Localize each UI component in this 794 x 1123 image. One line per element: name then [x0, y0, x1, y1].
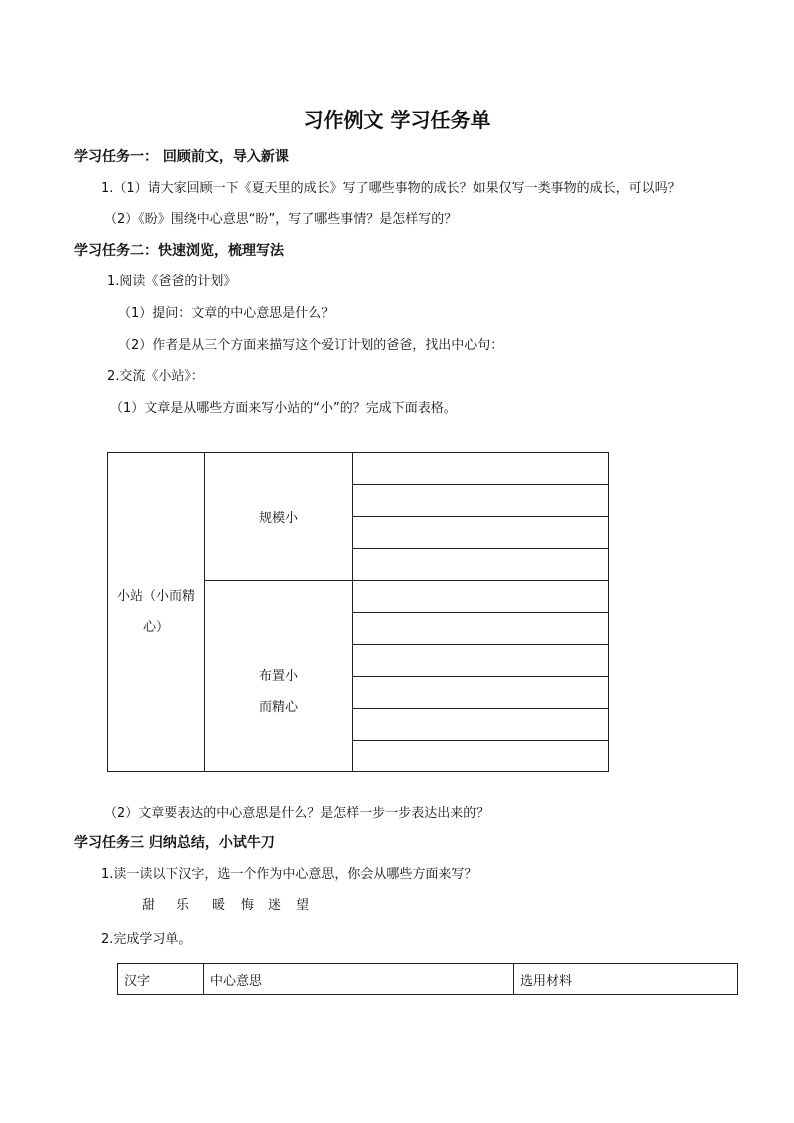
task2-item-2: （1）提问：文章的中心意思是什么？: [118, 306, 335, 321]
table-group-label-layout-line2: 而精心: [258, 700, 298, 715]
table-group-label-layout: [205, 581, 353, 772]
table-group-label-scale-text: 规模小: [258, 511, 298, 526]
task2-item-3: （2）作者是从三个方面来描写这个爱订计划的爸爸，找出中心句：: [118, 338, 504, 353]
study-form-table: [117, 963, 738, 995]
task2-item-5: （1）文章是从哪些方面来写小站的“小”的？完成下面表格。: [110, 401, 457, 416]
station-table: [107, 452, 609, 772]
table-answer-cell[interactable]: [353, 453, 609, 485]
task2-item-4: 2.交流《小站》：: [107, 369, 204, 384]
task1-item-1: 1.（1）请大家回顾一下《夏天里的成长》写了哪些事物的成长？如果仅写一类事物的成长，可以吗？: [101, 181, 681, 196]
table-answer-cell[interactable]: [353, 549, 609, 581]
character-item: 悔: [241, 898, 255, 913]
table-group-label-layout-line1: 布置小: [258, 669, 298, 684]
table-answer-cell[interactable]: [353, 645, 609, 677]
table-main-label-line2: 心）: [142, 620, 169, 635]
table-answer-cell[interactable]: [353, 517, 609, 549]
character-item: 暖: [212, 898, 226, 913]
table-answer-cell[interactable]: [353, 709, 609, 741]
form-header-materials: 选用材料: [514, 964, 738, 995]
task2-item-1: 1.阅读《爸爸的计划》: [107, 274, 237, 289]
form-header-central-idea: 中心意思: [204, 964, 514, 995]
task3-item-2: 2.完成学习单。: [101, 932, 192, 947]
task3-item-1: 1.读一读以下汉字，选一个作为中心意思，你会从哪些方面来写？: [101, 867, 478, 882]
character-item: 乐: [176, 898, 190, 913]
form-header-character: 汉字: [118, 964, 204, 995]
task1-heading: 学习任务一： 回顾前文，导入新课: [74, 149, 289, 165]
table-answer-cell[interactable]: [353, 677, 609, 709]
table-group-label-scale: [205, 453, 353, 581]
character-item: 甜: [142, 898, 156, 913]
table-answer-cell[interactable]: [353, 613, 609, 645]
character-item: 望: [296, 898, 310, 913]
table-main-label: [108, 453, 205, 772]
task2-after-table: （2）文章要表达的中心意思是什么？是怎样一步一步表达出来的？: [104, 806, 490, 821]
task2-heading: 学习任务二：快速浏览，梳理写法: [74, 243, 284, 259]
character-item: 迷: [268, 898, 282, 913]
table-main-label-line1: 小站（小而精: [116, 589, 195, 604]
table-answer-cell[interactable]: [353, 741, 609, 772]
table-answer-cell[interactable]: [353, 581, 609, 613]
task1-item-2: （2）《盼》围绕中心意思“盼”，写了哪些事情？是怎样写的？: [104, 212, 458, 227]
page-title: 习作例文 学习任务单: [303, 108, 491, 132]
table-answer-cell[interactable]: [353, 485, 609, 517]
task3-heading: 学习任务三 归纳总结，小试牛刀: [74, 835, 275, 851]
